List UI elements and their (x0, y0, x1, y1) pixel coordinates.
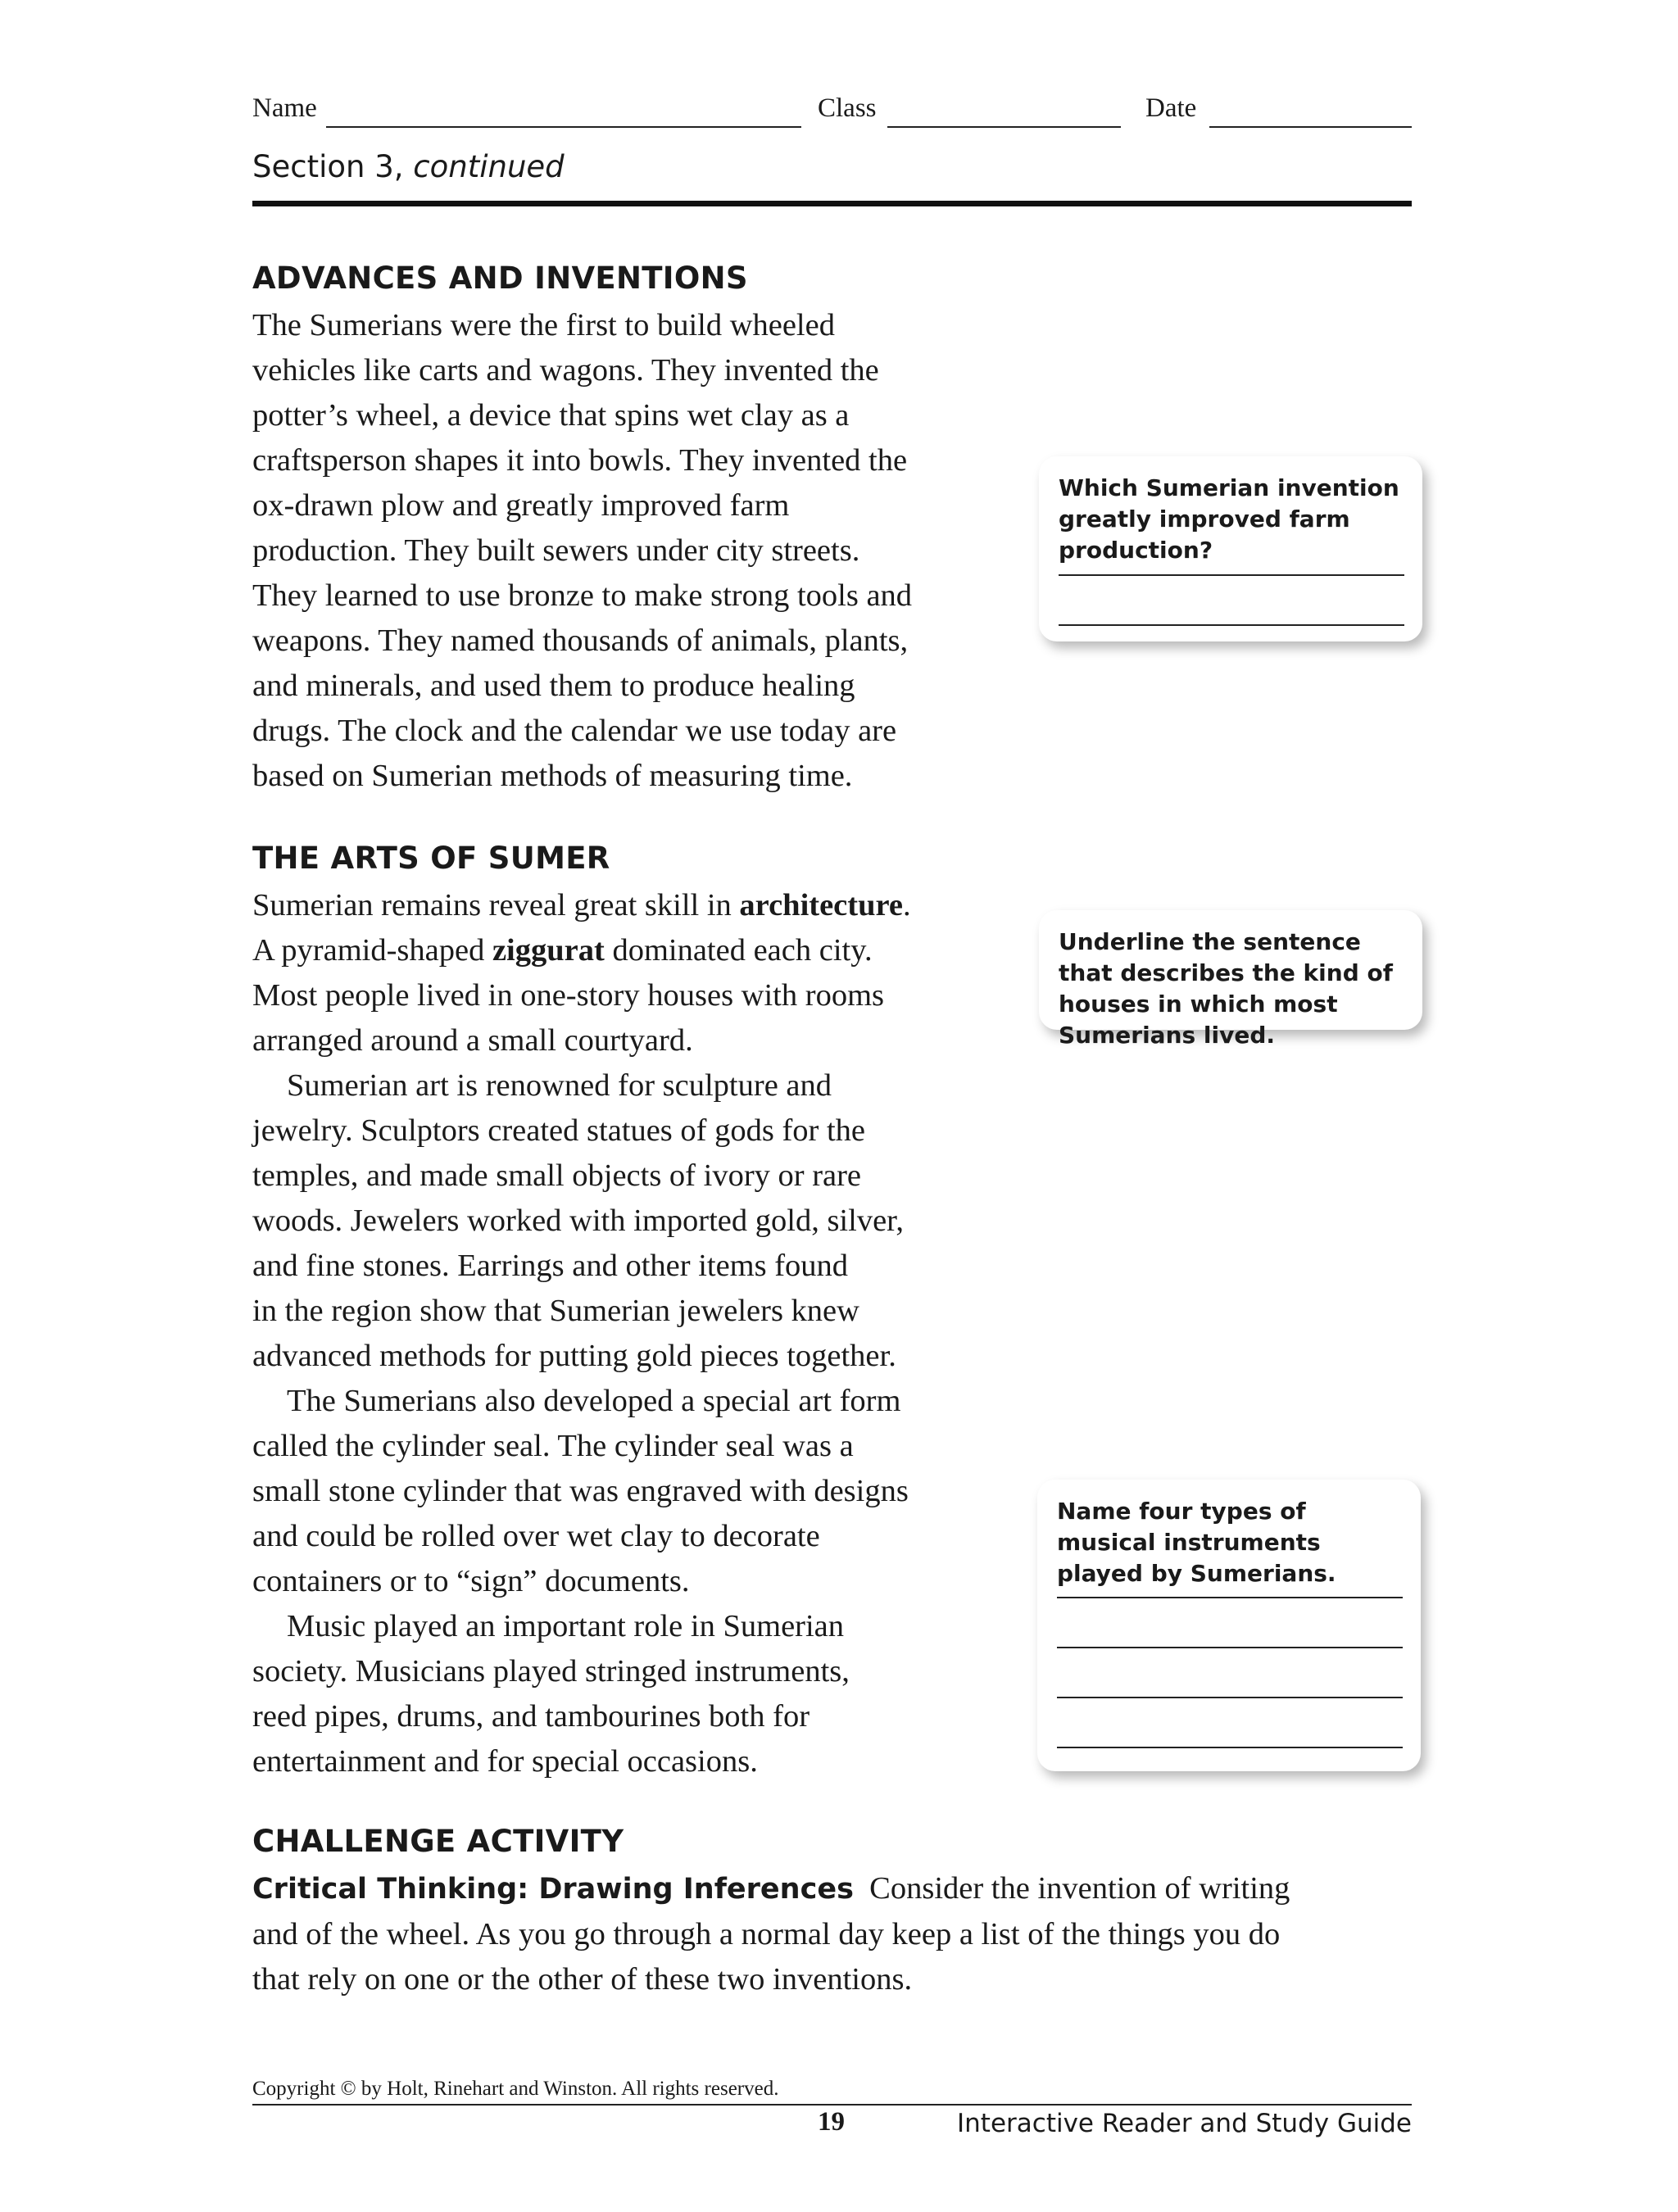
page-number: 19 (818, 2107, 845, 2137)
section-label: Section 3, continued (252, 149, 565, 184)
arts-text (252, 883, 911, 1784)
date-label: Date (1145, 93, 1197, 123)
date-field[interactable] (1209, 126, 1412, 128)
callout-instruments (1037, 1480, 1421, 1771)
text-line: advanced methods for putting gold pieces together. (252, 1339, 896, 1373)
callout-question: Which Sumerian invention greatly improved farm production? (1059, 474, 1399, 564)
book-title: Interactive Reader and Study Guide (957, 2109, 1412, 2138)
answer-line[interactable] (1059, 624, 1404, 626)
text-line: potter’s wheel, a device that spins wet clay as a (252, 398, 850, 433)
copyright-notice: Copyright © by Holt, Rinehart and Winston. All rights reserved. (252, 2078, 779, 2100)
text-line: Most people lived in one-story houses with rooms (252, 978, 884, 1013)
student-info-header (252, 93, 1412, 134)
answer-line[interactable] (1057, 1647, 1403, 1648)
callout-question: Underline the sentence that describes the kind of houses in which most Sumerians lived. (1059, 928, 1393, 1049)
challenge-prompt: Consider the invention of writing and of the wheel. As you go through a normal day keep a list of the things you do that rely on one or the other of these two inventions. (252, 1871, 1290, 1997)
text-line: jewelry. Sculptors created statues of gods for the (252, 1113, 866, 1148)
text-line: entertainment and for special occasions. (252, 1744, 758, 1779)
text-line: ox-drawn plow and greatly improved farm (252, 488, 790, 523)
callout-houses (1039, 910, 1422, 1049)
text-line: The Sumerians were the first to build wheeled (252, 308, 835, 342)
text-line: called the cylinder seal. The cylinder seal was a (252, 1429, 854, 1463)
footer-rule (252, 2104, 1412, 2105)
callout-pointer (964, 936, 1045, 985)
key-term: architecture (739, 888, 903, 922)
callout-farm-production (1039, 456, 1422, 641)
text-line: production. They built sewers under city streets. (252, 533, 860, 568)
text-line: They learned to use bronze to make strong tools and (252, 578, 913, 613)
text-line: and could be rolled over wet clay to decorate (252, 1519, 820, 1553)
callout-pointer (964, 1645, 1045, 1694)
advances-heading: ADVANCES AND INVENTIONS (252, 261, 748, 296)
callout-pointer (964, 490, 1045, 539)
answer-line[interactable] (1059, 574, 1404, 576)
class-field[interactable] (887, 126, 1121, 128)
answer-line[interactable] (1057, 1597, 1403, 1598)
text-line: reed pipes, drums, and tambourines both for (252, 1699, 810, 1734)
text-line: Sumerian remains reveal great skill in architecture. (252, 888, 911, 922)
text-line: woods. Jewelers worked with imported gold, silver, (252, 1203, 905, 1238)
challenge-heading: CHALLENGE ACTIVITY (252, 1824, 624, 1859)
text-line: weapons. They named thousands of animals, plants, (252, 623, 909, 658)
text-line: A pyramid-shaped ziggurat dominated each city. (252, 933, 873, 968)
text-line: The Sumerians also developed a special art form (287, 1384, 901, 1418)
callout-question: Name four types of musical instruments played by Sumerians. (1057, 1498, 1336, 1587)
text-line: Sumerian art is renowned for sculpture and (287, 1068, 832, 1103)
class-label: Class (818, 93, 877, 123)
arts-heading: THE ARTS OF SUMER (252, 841, 610, 876)
name-label: Name (252, 93, 317, 123)
text-line: in the region show that Sumerian jewelers knew (252, 1294, 859, 1328)
header-rule (252, 201, 1412, 206)
advances-paragraph (252, 303, 912, 799)
key-term: ziggurat (492, 933, 605, 968)
challenge-lead: Critical Thinking: Drawing Inferences (252, 1873, 854, 1906)
text-line: craftsperson shapes it into bowls. They invented the (252, 443, 908, 478)
answer-line[interactable] (1057, 1747, 1403, 1748)
text-line: vehicles like carts and wagons. They invented the (252, 353, 879, 388)
text-line: drugs. The clock and the calendar we use today are (252, 714, 897, 748)
text-line: small stone cylinder that was engraved with designs (252, 1474, 909, 1508)
answer-line[interactable] (1057, 1697, 1403, 1698)
name-field[interactable] (326, 126, 801, 128)
challenge-text (252, 1866, 1317, 2002)
text-line: society. Musicians played stringed instruments, (252, 1654, 850, 1688)
text-line: temples, and made small objects of ivory or rare (252, 1158, 862, 1193)
text-line: and minerals, and used them to produce healing (252, 669, 855, 703)
text-line: Music played an important role in Sumerian (287, 1609, 845, 1643)
text-line: arranged around a small courtyard. (252, 1023, 693, 1058)
text-line: based on Sumerian methods of measuring time. (252, 759, 853, 793)
text-line: and fine stones. Earrings and other items found (252, 1249, 849, 1283)
text-line: containers or to “sign” documents. (252, 1564, 690, 1598)
